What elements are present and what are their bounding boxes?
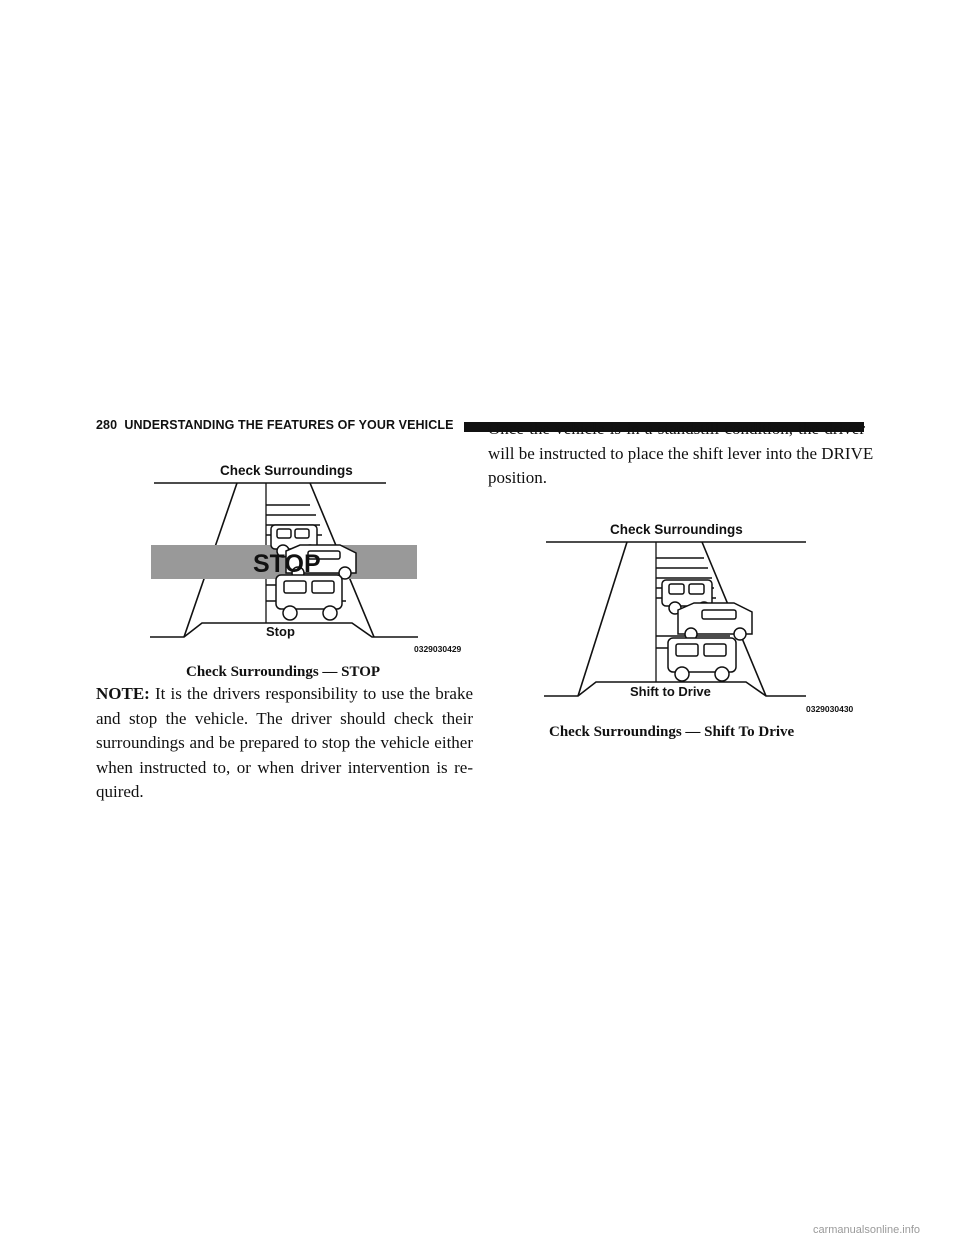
bottom-label-right: Shift to Drive xyxy=(630,684,711,699)
stop-illustration xyxy=(150,455,472,657)
watermark: carmanualsonline.info xyxy=(812,1224,920,1236)
image-code-right: 0329030430 xyxy=(806,704,854,714)
image-code: 0329030429 xyxy=(414,644,462,654)
note-line-4: when instructed to, or when driver intervention is re- xyxy=(96,757,473,777)
standstill-line-2: will be instructed to place the shift lever into the DRIVE xyxy=(488,443,874,463)
bottom-label: Stop xyxy=(266,624,295,639)
note-line-2: and stop the vehicle. The driver should check their xyxy=(96,708,473,728)
screen-title-right: Check Surroundings xyxy=(610,522,743,537)
note-paragraph xyxy=(96,682,473,805)
note-line-5: quired. xyxy=(96,782,144,802)
figure-check-surroundings-stop xyxy=(150,455,472,657)
figure-check-surroundings-shift-to-drive xyxy=(544,514,866,716)
standstill-paragraph xyxy=(488,417,874,491)
standstill-line-3: position. xyxy=(488,468,548,488)
standstill-line-1: Once the vehicle is in a standstill condition, the driver xyxy=(488,419,865,438)
stop-overlay-text: STOP xyxy=(253,550,321,578)
header-text xyxy=(96,418,454,432)
figure-caption-right: Check Surroundings — Shift To Drive xyxy=(549,724,795,740)
section-title: UNDERSTANDING THE FEATURES OF YOUR VEHICLE xyxy=(124,418,454,432)
note-line-1: NOTE: It is the drivers responsibility to use the brake xyxy=(96,684,473,703)
note-label: NOTE: xyxy=(96,684,150,703)
shift-to-drive-illustration xyxy=(544,514,866,716)
note-line-3: surroundings and be prepared to stop the vehicle either xyxy=(96,733,473,753)
figure-caption-left: Check Surroundings — STOP xyxy=(186,664,381,680)
screen-title: Check Surroundings xyxy=(220,463,353,478)
page-number: 280 xyxy=(96,418,118,432)
